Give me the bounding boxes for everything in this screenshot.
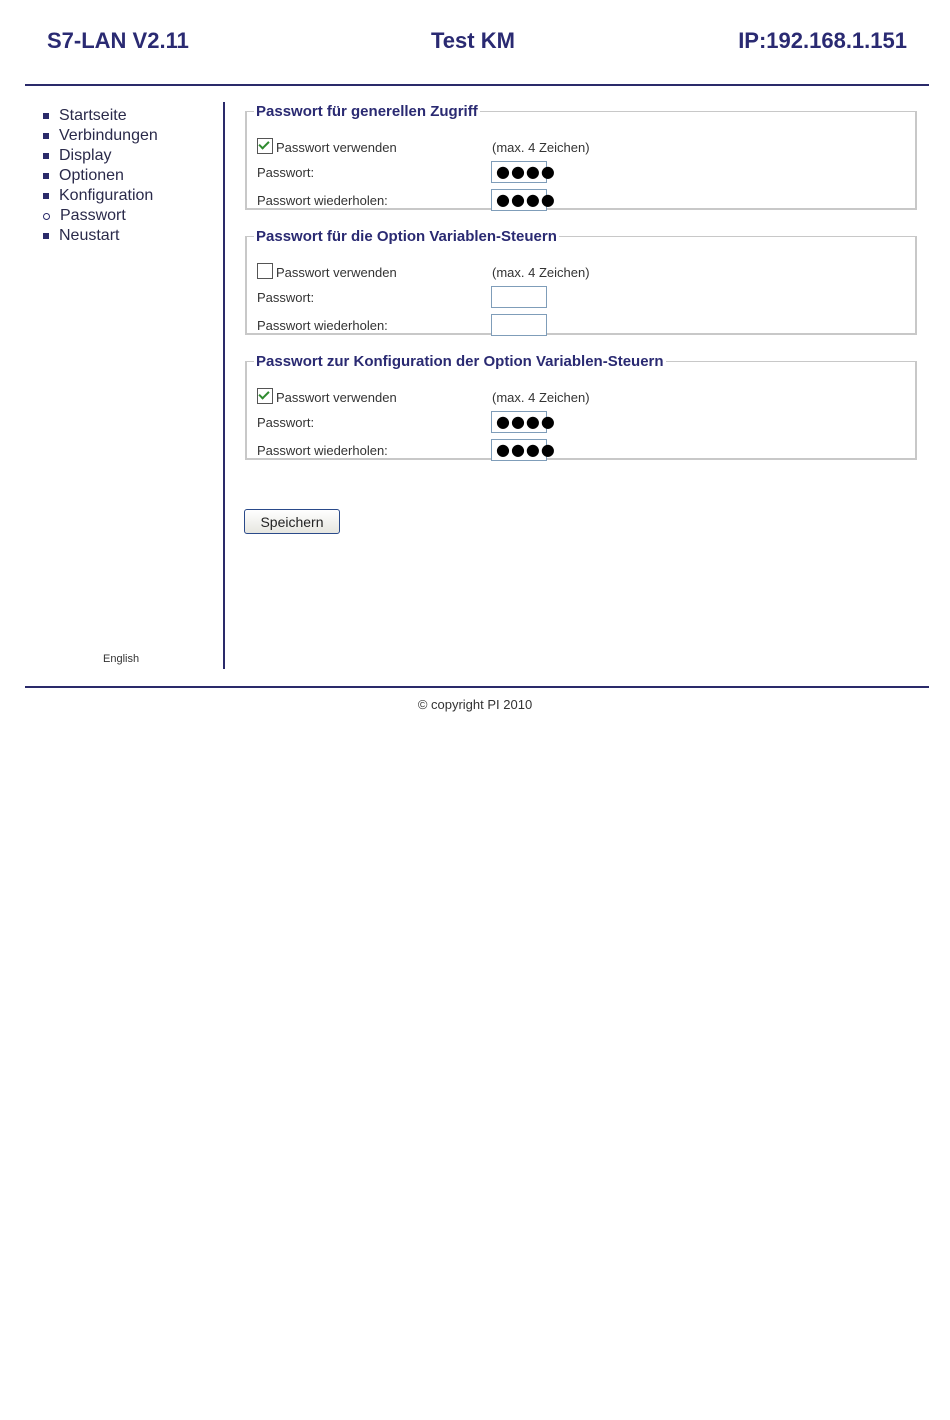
nav-item-optionen[interactable] <box>43 166 158 186</box>
device-name: Test KM <box>431 28 515 53</box>
use-password-row[interactable] <box>257 140 397 155</box>
nav-link-passwort[interactable]: Passwort <box>60 207 126 224</box>
use-password-row[interactable] <box>257 390 397 405</box>
password-field[interactable]: ●●●● <box>491 411 547 433</box>
nav-item-konfiguration[interactable] <box>43 186 158 206</box>
page-header <box>25 0 929 86</box>
max-chars-hint: (max. 4 Zeichen) <box>492 265 590 280</box>
variable-control-group <box>245 228 917 335</box>
use-password-label: Passwort verwenden <box>276 140 397 155</box>
password-field[interactable]: ●●●● <box>491 161 547 183</box>
group-legend: Passwort für generellen Zugriff <box>256 103 478 120</box>
sidebar <box>25 102 225 669</box>
square-bullet-icon <box>43 173 49 179</box>
max-chars-hint: (max. 4 Zeichen) <box>492 140 590 155</box>
circle-bullet-icon <box>43 213 50 220</box>
repeat-password-field[interactable] <box>491 314 547 336</box>
language-link-english[interactable]: English <box>103 653 140 665</box>
square-bullet-icon <box>43 113 49 119</box>
general-access-group <box>245 103 917 210</box>
use-password-checkbox[interactable] <box>257 388 273 404</box>
group-legend: Passwort zur Konfiguration der Option Variablen-Steuern <box>256 353 664 370</box>
group-legend: Passwort für die Option Variablen-Steuern <box>256 228 557 245</box>
use-password-label: Passwort verwenden <box>276 390 397 405</box>
device-title: S7-LAN V2.11 <box>47 28 189 53</box>
password-field[interactable] <box>491 286 547 308</box>
use-password-checkbox[interactable] <box>257 263 273 279</box>
copyright-text: © copyright PI 2010 <box>417 697 533 712</box>
nav-item-passwort[interactable] <box>43 206 158 226</box>
nav-menu <box>43 106 158 246</box>
nav-link-konfiguration[interactable]: Konfiguration <box>59 187 154 204</box>
square-bullet-icon <box>43 153 49 159</box>
password-label: Passwort: <box>257 290 315 305</box>
use-password-row[interactable] <box>257 265 397 280</box>
square-bullet-icon <box>43 193 49 199</box>
ip-address: IP:192.168.1.151 <box>738 28 907 53</box>
password-form <box>245 103 917 478</box>
square-bullet-icon <box>43 133 49 139</box>
use-password-label: Passwort verwenden <box>276 265 397 280</box>
nav-item-startseite[interactable] <box>43 106 158 126</box>
repeat-password-label: Passwort wiederholen: <box>257 318 388 333</box>
footer-divider <box>25 686 929 688</box>
variable-config-group <box>245 353 917 460</box>
save-button[interactable]: Speichern <box>244 509 340 534</box>
max-chars-hint: (max. 4 Zeichen) <box>492 390 590 405</box>
password-label: Passwort: <box>257 165 315 180</box>
repeat-password-label: Passwort wiederholen: <box>257 193 388 208</box>
password-label: Passwort: <box>257 415 315 430</box>
nav-link-optionen[interactable]: Optionen <box>59 167 124 184</box>
use-password-checkbox[interactable] <box>257 138 273 154</box>
nav-link-display[interactable]: Display <box>59 147 112 164</box>
nav-item-neustart[interactable] <box>43 226 158 246</box>
repeat-password-field[interactable]: ●●●● <box>491 189 547 211</box>
nav-item-verbindungen[interactable] <box>43 126 158 146</box>
repeat-password-field[interactable]: ●●●● <box>491 439 547 461</box>
nav-link-startseite[interactable]: Startseite <box>59 107 127 124</box>
square-bullet-icon <box>43 233 49 239</box>
repeat-password-label: Passwort wiederholen: <box>257 443 388 458</box>
nav-item-display[interactable] <box>43 146 158 166</box>
nav-link-verbindungen[interactable]: Verbindungen <box>59 127 158 144</box>
nav-link-neustart[interactable]: Neustart <box>59 227 120 244</box>
